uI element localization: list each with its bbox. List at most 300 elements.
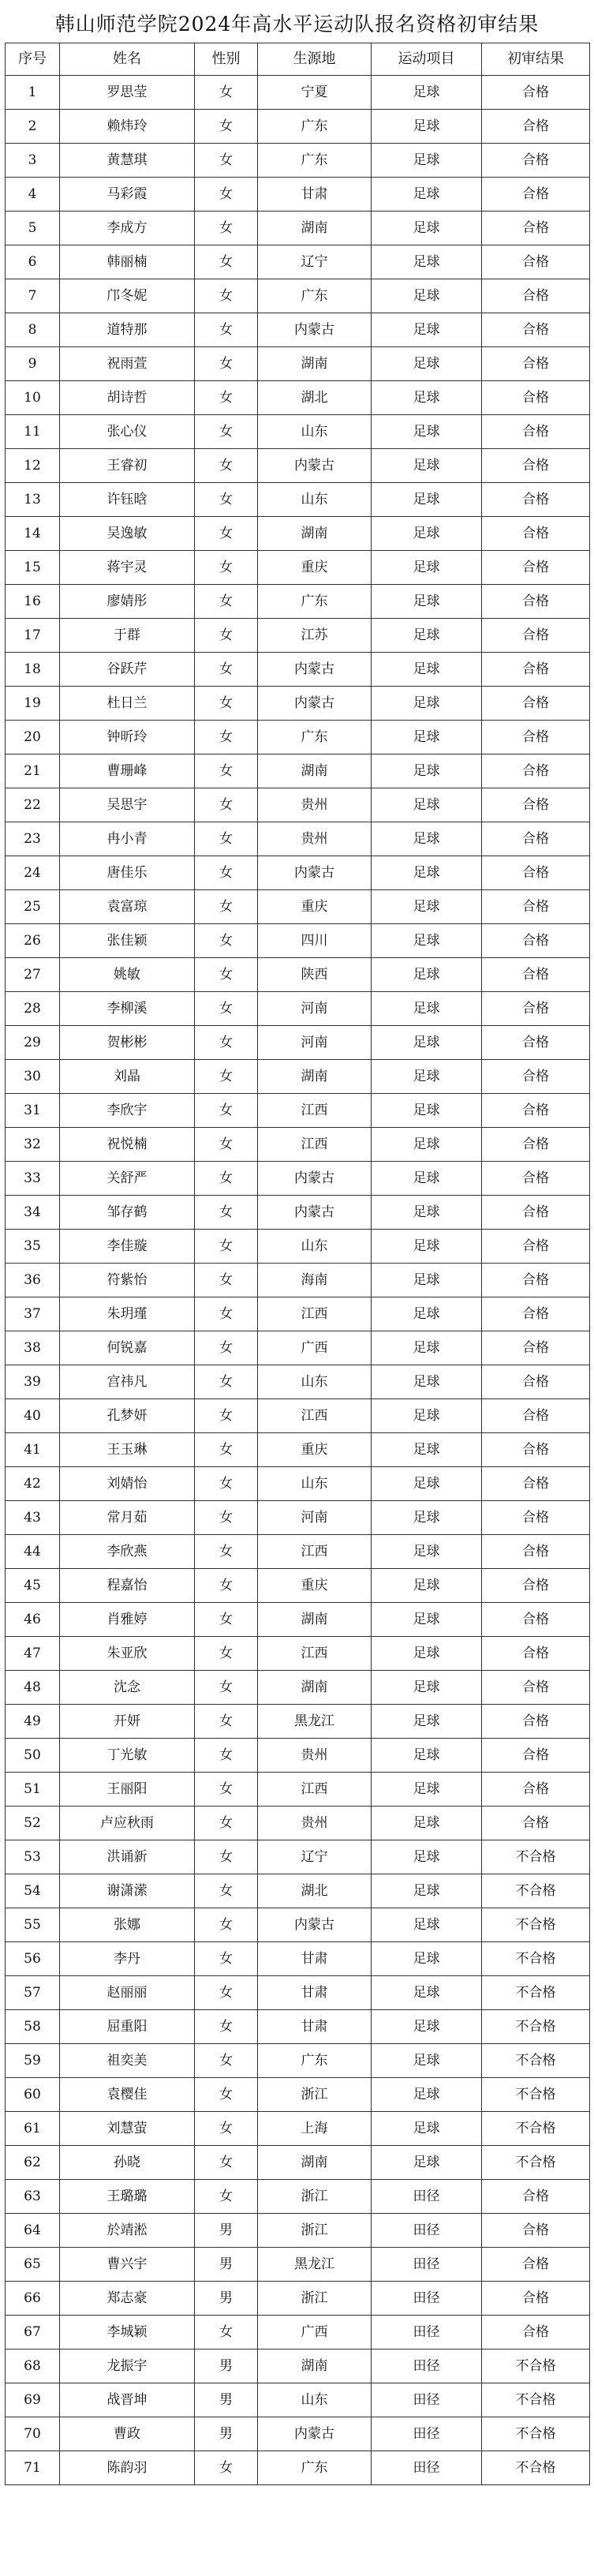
cell-index: 8	[6, 313, 60, 347]
cell-origin: 广东	[258, 2451, 372, 2485]
cell-sex: 女	[195, 110, 258, 144]
cell-sex: 女	[195, 1128, 258, 1162]
cell-origin: 浙江	[258, 2214, 372, 2248]
cell-result: 合格	[482, 1637, 590, 1671]
cell-name: 赖炜玲	[60, 110, 195, 144]
cell-sport: 足球	[372, 1264, 482, 1297]
cell-origin: 贵州	[258, 1807, 372, 1840]
cell-result: 不合格	[482, 2417, 590, 2451]
cell-index: 51	[6, 1773, 60, 1807]
cell-sport: 足球	[372, 517, 482, 551]
cell-result: 合格	[482, 2316, 590, 2349]
cell-origin: 辽宁	[258, 245, 372, 279]
table-row	[6, 1230, 590, 1264]
cell-name: 赵丽丽	[60, 1976, 195, 2010]
cell-sex: 女	[195, 992, 258, 1026]
cell-sport: 足球	[372, 1433, 482, 1467]
cell-sex: 女	[195, 1501, 258, 1535]
table-row	[6, 788, 590, 822]
cell-sex: 女	[195, 1874, 258, 1908]
cell-result: 不合格	[482, 2349, 590, 2383]
cell-origin: 江西	[258, 1535, 372, 1569]
cell-name: 韩丽楠	[60, 245, 195, 279]
table-row	[6, 2146, 590, 2180]
cell-sport: 足球	[372, 1467, 482, 1501]
cell-result: 合格	[482, 2180, 590, 2214]
table-row	[6, 2282, 590, 2316]
cell-name: 祝雨萱	[60, 347, 195, 381]
table-row	[6, 1637, 590, 1671]
cell-result: 不合格	[482, 1976, 590, 2010]
cell-sport: 足球	[372, 1671, 482, 1705]
cell-origin: 湖南	[258, 1671, 372, 1705]
cell-origin: 黑龙江	[258, 1705, 372, 1739]
table-row	[6, 2417, 590, 2451]
cell-sport: 足球	[372, 347, 482, 381]
cell-name: 张娜	[60, 1908, 195, 1942]
cell-name: 王睿初	[60, 449, 195, 483]
cell-result: 合格	[482, 178, 590, 212]
cell-name: 沈念	[60, 1671, 195, 1705]
cell-name: 姚敏	[60, 958, 195, 992]
cell-index: 28	[6, 992, 60, 1026]
cell-sport: 足球	[372, 1840, 482, 1874]
cell-result: 不合格	[482, 1908, 590, 1942]
cell-sport: 足球	[372, 415, 482, 449]
cell-origin: 湖南	[258, 2349, 372, 2383]
table-row	[6, 449, 590, 483]
cell-sport: 足球	[372, 110, 482, 144]
cell-name: 马彩霞	[60, 178, 195, 212]
cell-sport: 足球	[372, 1365, 482, 1399]
cell-name: 李欣燕	[60, 1535, 195, 1569]
table-row	[6, 1094, 590, 1128]
table-row	[6, 721, 590, 754]
cell-sex: 女	[195, 1671, 258, 1705]
cell-index: 11	[6, 415, 60, 449]
cell-origin: 广东	[258, 279, 372, 313]
cell-origin: 内蒙古	[258, 1162, 372, 1196]
cell-name: 郑志豪	[60, 2282, 195, 2316]
cell-sport: 足球	[372, 212, 482, 245]
cell-name: 冉小青	[60, 822, 195, 856]
table-row	[6, 1569, 590, 1603]
cell-sport: 足球	[372, 1908, 482, 1942]
table-row	[6, 1128, 590, 1162]
cell-index: 55	[6, 1908, 60, 1942]
cell-sex: 女	[195, 1942, 258, 1976]
cell-index: 35	[6, 1230, 60, 1264]
table-body	[6, 76, 590, 2485]
cell-sport: 足球	[372, 2112, 482, 2146]
cell-sex: 女	[195, 313, 258, 347]
table-row	[6, 2316, 590, 2349]
cell-result: 不合格	[482, 2451, 590, 2485]
cell-result: 合格	[482, 1807, 590, 1840]
cell-result: 不合格	[482, 2112, 590, 2146]
cell-sex: 女	[195, 788, 258, 822]
cell-index: 60	[6, 2078, 60, 2112]
cell-sport: 田径	[372, 2248, 482, 2282]
cell-index: 22	[6, 788, 60, 822]
cell-sex: 女	[195, 1739, 258, 1773]
table-row	[6, 1331, 590, 1365]
cell-sport: 足球	[372, 144, 482, 178]
cell-result: 不合格	[482, 1840, 590, 1874]
cell-sport: 足球	[372, 1569, 482, 1603]
cell-origin: 重庆	[258, 890, 372, 924]
cell-result: 合格	[482, 1196, 590, 1230]
cell-origin: 内蒙古	[258, 856, 372, 890]
cell-index: 44	[6, 1535, 60, 1569]
cell-name: 曹兴宇	[60, 2248, 195, 2282]
cell-sex: 女	[195, 1331, 258, 1365]
cell-result: 合格	[482, 551, 590, 585]
cell-name: 袁富琼	[60, 890, 195, 924]
cell-sex: 男	[195, 2248, 258, 2282]
cell-sex: 女	[195, 1264, 258, 1297]
cell-result: 合格	[482, 1060, 590, 1094]
cell-sport: 足球	[372, 754, 482, 788]
cell-sport: 足球	[372, 619, 482, 653]
cell-result: 不合格	[482, 1942, 590, 1976]
cell-result: 合格	[482, 1773, 590, 1807]
table-row	[6, 1060, 590, 1094]
table-row	[6, 2214, 590, 2248]
cell-name: 李丹	[60, 1942, 195, 1976]
cell-sex: 女	[195, 245, 258, 279]
table-row	[6, 1705, 590, 1739]
table-row	[6, 483, 590, 517]
cell-sex: 女	[195, 2146, 258, 2180]
cell-sport: 足球	[372, 1874, 482, 1908]
cell-origin: 江西	[258, 1773, 372, 1807]
table-row	[6, 551, 590, 585]
cell-sex: 女	[195, 890, 258, 924]
cell-origin: 浙江	[258, 2078, 372, 2112]
cell-index: 53	[6, 1840, 60, 1874]
cell-sex: 女	[195, 2180, 258, 2214]
table-row	[6, 1264, 590, 1297]
cell-sex: 女	[195, 1807, 258, 1840]
cell-index: 33	[6, 1162, 60, 1196]
cell-index: 43	[6, 1501, 60, 1535]
cell-index: 50	[6, 1739, 60, 1773]
cell-name: 常月茹	[60, 1501, 195, 1535]
cell-sex: 男	[195, 2214, 258, 2248]
cell-result: 合格	[482, 1569, 590, 1603]
cell-sport: 田径	[372, 2383, 482, 2417]
cell-sex: 女	[195, 2010, 258, 2044]
cell-index: 9	[6, 347, 60, 381]
cell-result: 不合格	[482, 2078, 590, 2112]
cell-sex: 女	[195, 76, 258, 110]
cell-index: 7	[6, 279, 60, 313]
cell-result: 合格	[482, 110, 590, 144]
cell-name: 曹珊峰	[60, 754, 195, 788]
cell-sex: 女	[195, 212, 258, 245]
cell-origin: 河南	[258, 1501, 372, 1535]
cell-result: 合格	[482, 1331, 590, 1365]
cell-name: 邝冬妮	[60, 279, 195, 313]
cell-origin: 湖南	[258, 1603, 372, 1637]
cell-sex: 女	[195, 279, 258, 313]
cell-index: 37	[6, 1297, 60, 1331]
cell-name: 刘晶	[60, 1060, 195, 1094]
table-row	[6, 1603, 590, 1637]
cell-result: 合格	[482, 415, 590, 449]
cell-result: 合格	[482, 76, 590, 110]
cell-sex: 女	[195, 1535, 258, 1569]
cell-name: 孙晓	[60, 2146, 195, 2180]
cell-sport: 足球	[372, 890, 482, 924]
cell-result: 合格	[482, 517, 590, 551]
cell-sex: 女	[195, 1026, 258, 1060]
cell-index: 48	[6, 1671, 60, 1705]
table-row	[6, 2180, 590, 2214]
document-title: 韩山师范学院2024年高水平运动队报名资格初审结果	[54, 13, 540, 36]
cell-sport: 田径	[372, 2316, 482, 2349]
cell-index: 70	[6, 2417, 60, 2451]
cell-sport: 足球	[372, 449, 482, 483]
cell-origin: 山东	[258, 1230, 372, 1264]
cell-sport: 足球	[372, 721, 482, 754]
cell-origin: 湖南	[258, 347, 372, 381]
cell-index: 69	[6, 2383, 60, 2417]
cell-name: 谢潇潆	[60, 1874, 195, 1908]
cell-result: 合格	[482, 1128, 590, 1162]
cell-name: 洪诵新	[60, 1840, 195, 1874]
table-row	[6, 1874, 590, 1908]
cell-result: 合格	[482, 2248, 590, 2282]
cell-sport: 足球	[372, 924, 482, 958]
table-row	[6, 178, 590, 212]
cell-result: 合格	[482, 1705, 590, 1739]
cell-index: 36	[6, 1264, 60, 1297]
cell-index: 62	[6, 2146, 60, 2180]
cell-sex: 女	[195, 347, 258, 381]
cell-name: 李欣宇	[60, 1094, 195, 1128]
cell-index: 15	[6, 551, 60, 585]
table-header-row	[6, 43, 590, 76]
table-row	[6, 2248, 590, 2282]
cell-index: 68	[6, 2349, 60, 2383]
cell-sport: 足球	[372, 1230, 482, 1264]
cell-sport: 足球	[372, 1807, 482, 1840]
cell-sex: 女	[195, 1060, 258, 1094]
cell-name: 王玉琳	[60, 1433, 195, 1467]
cell-name: 刘慧萤	[60, 2112, 195, 2146]
cell-index: 45	[6, 1569, 60, 1603]
cell-origin: 黑龙江	[258, 2248, 372, 2282]
cell-origin: 重庆	[258, 1569, 372, 1603]
cell-index: 23	[6, 822, 60, 856]
cell-sex: 男	[195, 2349, 258, 2383]
cell-result: 合格	[482, 1467, 590, 1501]
table-row	[6, 517, 590, 551]
table-row	[6, 822, 590, 856]
cell-sport: 足球	[372, 2044, 482, 2078]
cell-name: 许钰晗	[60, 483, 195, 517]
cell-origin: 内蒙古	[258, 2417, 372, 2451]
cell-sport: 足球	[372, 1196, 482, 1230]
table-row	[6, 1196, 590, 1230]
table-row	[6, 2112, 590, 2146]
cell-origin: 甘肃	[258, 178, 372, 212]
cell-sex: 女	[195, 1705, 258, 1739]
table-row	[6, 687, 590, 721]
cell-origin: 甘肃	[258, 1976, 372, 2010]
cell-sport: 足球	[372, 585, 482, 619]
cell-result: 合格	[482, 1671, 590, 1705]
cell-name: 张佳颖	[60, 924, 195, 958]
cell-sport: 足球	[372, 1739, 482, 1773]
table-row	[6, 1840, 590, 1874]
cell-result: 合格	[482, 1535, 590, 1569]
cell-origin: 山东	[258, 1467, 372, 1501]
cell-name: 何锐嘉	[60, 1331, 195, 1365]
cell-sport: 田径	[372, 2451, 482, 2485]
cell-index: 34	[6, 1196, 60, 1230]
results-table	[5, 43, 590, 2485]
cell-result: 合格	[482, 585, 590, 619]
cell-origin: 江西	[258, 1637, 372, 1671]
cell-index: 61	[6, 2112, 60, 2146]
cell-sex: 女	[195, 381, 258, 415]
cell-sport: 足球	[372, 2146, 482, 2180]
table-row	[6, 1026, 590, 1060]
cell-origin: 内蒙古	[258, 687, 372, 721]
cell-origin: 湖南	[258, 517, 372, 551]
cell-origin: 广西	[258, 1331, 372, 1365]
table-row	[6, 1739, 590, 1773]
header-cell-sport: 运动项目	[372, 43, 482, 76]
table-row	[6, 381, 590, 415]
cell-sex: 女	[195, 822, 258, 856]
cell-result: 合格	[482, 1264, 590, 1297]
table-row	[6, 415, 590, 449]
cell-name: 曹政	[60, 2417, 195, 2451]
table-row	[6, 245, 590, 279]
cell-sport: 田径	[372, 2417, 482, 2451]
cell-result: 合格	[482, 890, 590, 924]
cell-sport: 足球	[372, 279, 482, 313]
cell-sex: 女	[195, 2044, 258, 2078]
cell-sex: 女	[195, 1637, 258, 1671]
cell-index: 20	[6, 721, 60, 754]
cell-origin: 贵州	[258, 788, 372, 822]
cell-result: 合格	[482, 1399, 590, 1433]
cell-sport: 足球	[372, 788, 482, 822]
header-cell-name: 姓名	[60, 43, 195, 76]
cell-name: 龙振宇	[60, 2349, 195, 2383]
cell-sex: 女	[195, 1094, 258, 1128]
table-row	[6, 619, 590, 653]
cell-sex: 女	[195, 721, 258, 754]
cell-index: 25	[6, 890, 60, 924]
cell-index: 5	[6, 212, 60, 245]
cell-sex: 女	[195, 1196, 258, 1230]
cell-sex: 女	[195, 856, 258, 890]
table-row	[6, 1976, 590, 2010]
table-row	[6, 2010, 590, 2044]
cell-sport: 足球	[372, 1026, 482, 1060]
table-row	[6, 1297, 590, 1331]
cell-origin: 广东	[258, 585, 372, 619]
cell-name: 黄慧琪	[60, 144, 195, 178]
cell-name: 符紫怡	[60, 1264, 195, 1297]
table-row	[6, 1535, 590, 1569]
cell-origin: 山东	[258, 415, 372, 449]
cell-index: 47	[6, 1637, 60, 1671]
cell-name: 胡诗哲	[60, 381, 195, 415]
cell-sex: 女	[195, 551, 258, 585]
table-row	[6, 110, 590, 144]
cell-sex: 女	[195, 1365, 258, 1399]
cell-name: 卢应秋雨	[60, 1807, 195, 1840]
cell-name: 陈韵羽	[60, 2451, 195, 2485]
cell-sport: 足球	[372, 178, 482, 212]
cell-index: 14	[6, 517, 60, 551]
cell-index: 63	[6, 2180, 60, 2214]
cell-origin: 广东	[258, 2044, 372, 2078]
cell-index: 24	[6, 856, 60, 890]
cell-origin: 广东	[258, 144, 372, 178]
cell-origin: 重庆	[258, 1433, 372, 1467]
cell-index: 32	[6, 1128, 60, 1162]
cell-name: 王璐璐	[60, 2180, 195, 2214]
cell-result: 合格	[482, 381, 590, 415]
cell-name: 孔梦妍	[60, 1399, 195, 1433]
cell-sport: 足球	[372, 1603, 482, 1637]
table-row	[6, 754, 590, 788]
cell-name: 朱玥瑾	[60, 1297, 195, 1331]
cell-name: 李佳璇	[60, 1230, 195, 1264]
table-row	[6, 1467, 590, 1501]
cell-name: 祖奕美	[60, 2044, 195, 2078]
table-row	[6, 144, 590, 178]
cell-origin: 宁夏	[258, 76, 372, 110]
cell-sport: 足球	[372, 1297, 482, 1331]
cell-result: 合格	[482, 1603, 590, 1637]
cell-origin: 山东	[258, 483, 372, 517]
cell-name: 于群	[60, 619, 195, 653]
cell-name: 程嘉怡	[60, 1569, 195, 1603]
cell-name: 袁樱佳	[60, 2078, 195, 2112]
cell-sex: 女	[195, 687, 258, 721]
cell-result: 不合格	[482, 2010, 590, 2044]
cell-index: 39	[6, 1365, 60, 1399]
cell-result: 合格	[482, 2214, 590, 2248]
cell-name: 李柳溪	[60, 992, 195, 1026]
cell-result: 不合格	[482, 2146, 590, 2180]
header-cell-result: 初审结果	[482, 43, 590, 76]
cell-sex: 女	[195, 1773, 258, 1807]
cell-origin: 湖北	[258, 1874, 372, 1908]
cell-result: 合格	[482, 1501, 590, 1535]
cell-sex: 女	[195, 1569, 258, 1603]
cell-index: 31	[6, 1094, 60, 1128]
cell-origin: 甘肃	[258, 1942, 372, 1976]
cell-index: 40	[6, 1399, 60, 1433]
cell-sport: 足球	[372, 1162, 482, 1196]
cell-sport: 足球	[372, 2010, 482, 2044]
table-row	[6, 856, 590, 890]
cell-result: 合格	[482, 992, 590, 1026]
cell-sex: 女	[195, 1467, 258, 1501]
table-row	[6, 1399, 590, 1433]
cell-sex: 女	[195, 585, 258, 619]
